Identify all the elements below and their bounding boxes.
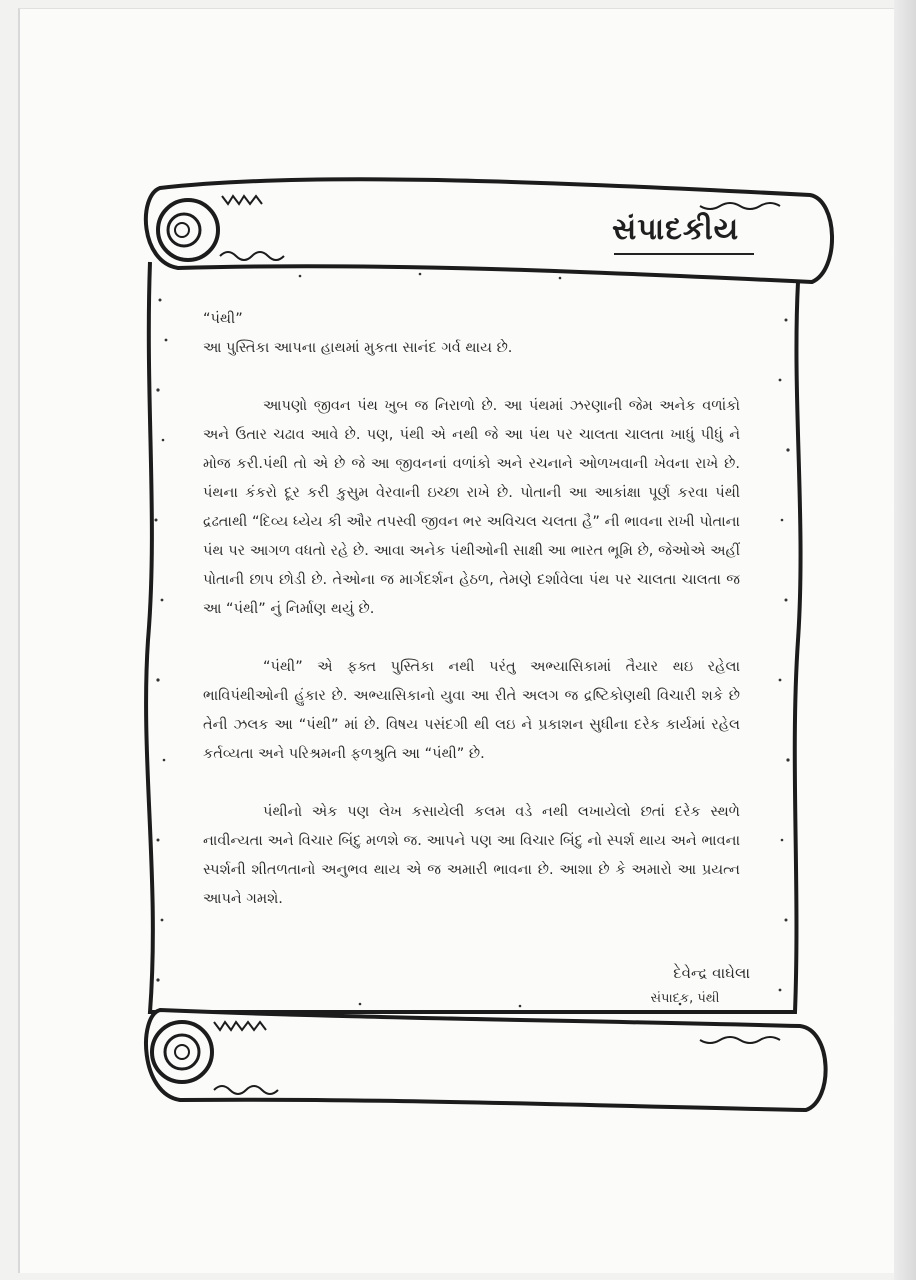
signature-block: [620, 960, 750, 1012]
bottom-curl-outer: [152, 1022, 212, 1082]
paragraph: આપણો જીવન પંથ ખુબ જ નિરાળો છે. આ પંથમાં ઝરણાની જેમ અનેક વળાંકો અને ઉતાર ચઢાવ આવે છે. પણ, પંથી એ નથી જે આ પંથ પર ચાલતા ચાલતા ખાધું પીધું ને મોજ કરી.પંથી તો એ છે જે આ જીવનનાં વળાંકો અને રચનાને ઓળખવાની ખેવના રાખે છે. પંથના કંકરો દૂર કરી કુસુમ વેરવાની ઇચ્છા રાખે છે. પોતાની આ આકાંક્ષા પૂર્ણ કરવા પંથી દ્રઢતાથી “દિવ્ય ધ્યેય કી ઔર તપસ્વી જીવન ભર અવિચલ ચલતા હૈ” ની ભાવના રાખી પોતાના પંથ પર આગળ વધતો રહે છે. આવા અનેક પંથીઓની સાક્ષી આ ભારત ભૂમિ છે, જેઓએ અહીં પોતાની છાપ છોડી છે. તેઓના જ માર્ગદર્શન હેઠળ, તેમણે દર્શાવેલા પંથ પર ચાલતા ચાલતા જ આ “પંથી” નું નિર્માણ થયું છે.: [203, 398, 740, 617]
paragraph: પંથીનો એક પણ લેખ કસાયેલી કલમ વડે નથી લખાયેલો છતાં દરેક સ્થળે નાવીન્યતા અને વિચાર બિંદુ મળશે જ. આપને પણ આ વિચાર બિંદુ નો સ્પર્શ થાય અને ભાવના સ્પર્શની શીતળતાનો અનુભવ થાય એ જ અમારી ભાવના છે. આશા છે કે અમારો આ પ્રયત્ન આપને ગમશે.: [203, 804, 740, 907]
editor-role: સંપાદક, પંથી: [650, 991, 720, 1006]
paragraph: “પંથી” એ ફક્ત પુસ્તિકા નથી પરંતુ અભ્યાસિકામાં તૈયાર થઇ રહેલા ભાવિપંથીઓની હુંકાર છે. અભ્યાસિકાનો યુવા આ રીતે અલગ જ દ્રષ્ટિકોણથી વિચારી શકે છે તેની ઝલક આ “પંથી” માં છે. વિષય પસંદગી થી લઇ ને પ્રકાશન સુધીના દરેક કાર્યમાં રહેલ કર્તવ્યતા અને પરિશ્રમની ફળશ્રુતિ આ “પંથી” છે.: [203, 659, 740, 762]
editor-name: દેવેન્દ્ર વાઘેલા: [673, 964, 750, 982]
intro-line: આ પુસ્તિકા આપના હાથમાં મુકતા સાનંદ ગર્વ થાય છે.: [203, 340, 513, 356]
page-title: સંપાદકીય: [612, 212, 740, 247]
title-underline: [614, 253, 754, 255]
bottom-roll-outline: [146, 1010, 826, 1110]
editorial-body: [203, 305, 740, 943]
greeting: “પંથી”: [203, 311, 243, 327]
